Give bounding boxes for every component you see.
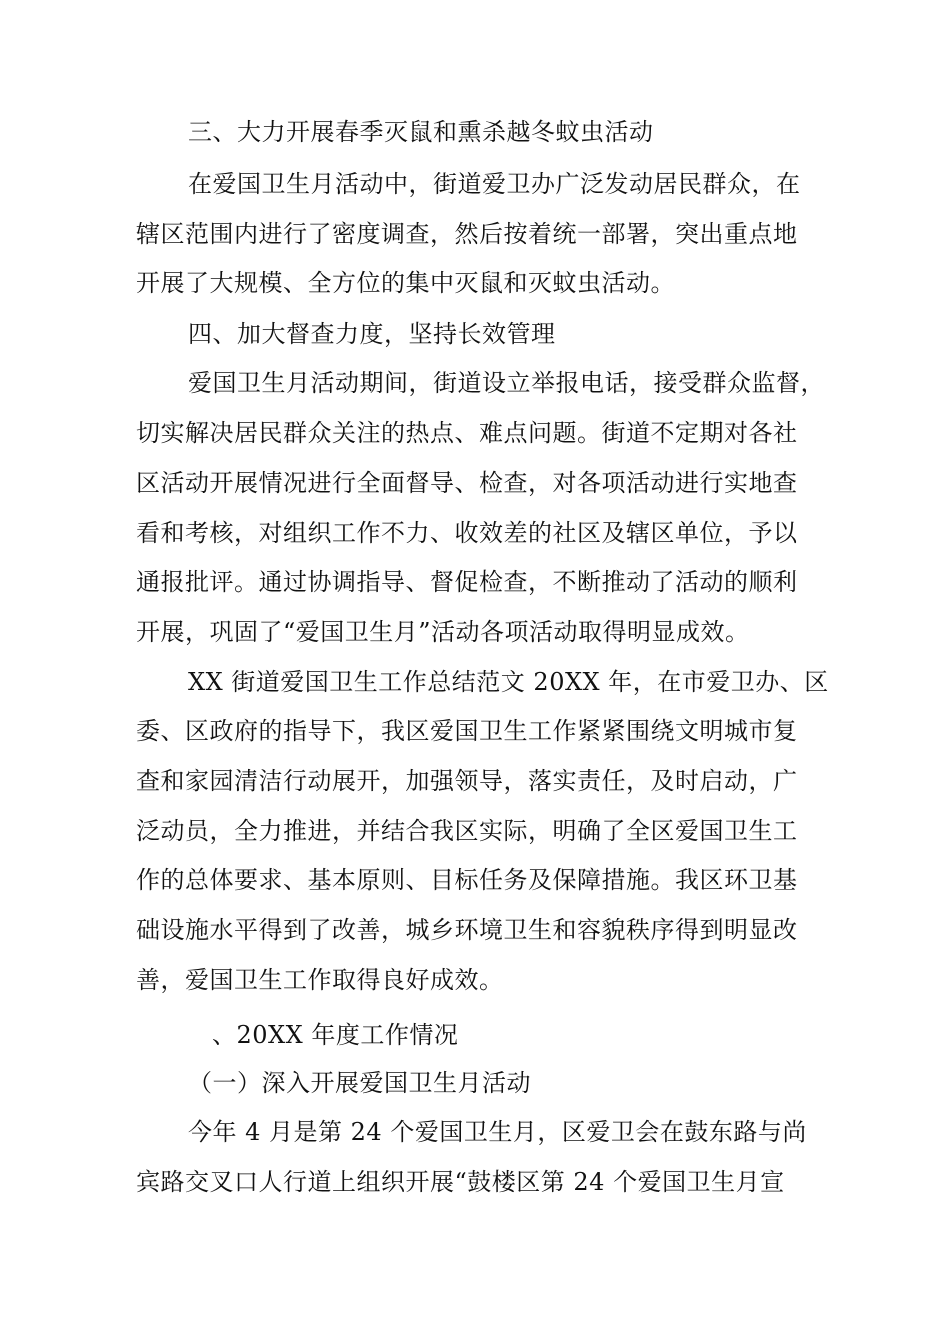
- paragraph-line: 看和考核，对组织工作不力、收效差的社区及辖区单位，予以: [136, 519, 798, 547]
- paragraph-line: 今年 4 月是第 24 个爱国卫生月，区爱卫会在鼓东路与尚: [188, 1118, 807, 1146]
- paragraph-line: 区活动开展情况进行全面督导、检查，对各项活动进行实地查: [136, 469, 798, 497]
- paragraph-line: 查和家园清洁行动展开，加强领导，落实责任，及时启动，广: [136, 767, 798, 795]
- paragraph-line: 通报批评。通过协调指导、督促检查，不断推动了活动的顺利: [136, 568, 798, 596]
- paragraph-line: 宾路交叉口人行道上组织开展“鼓楼区第 24 个爱国卫生月宣: [136, 1168, 785, 1196]
- paragraph-line: XX 街道爱国卫生工作总结范文 20XX 年，在市爱卫办、区: [188, 668, 829, 696]
- paragraph-line: 开展了大规模、全方位的集中灭鼠和灭蚊虫活动。: [136, 269, 675, 297]
- paragraph-line: 辖区范围内进行了密度调查，然后按着统一部署，突出重点地: [136, 220, 798, 248]
- section-heading: 三、大力开展春季灭鼠和熏杀越冬蚊虫活动: [188, 118, 654, 146]
- paragraph-line: 善，爱国卫生工作取得良好成效。: [136, 966, 504, 994]
- paragraph-line: 开展，巩固了“爱国卫生月”活动各项活动取得明显成效。: [136, 618, 750, 646]
- paragraph-line: 爱国卫生月活动期间，街道设立举报电话，接受群众监督，: [188, 369, 825, 397]
- paragraph-line: 在爱国卫生月活动中，街道爱卫办广泛发动居民群众，在: [188, 170, 801, 198]
- paragraph-line: 委、区政府的指导下，我区爱国卫生工作紧紧围绕文明城市复: [136, 717, 798, 745]
- paragraph-line: 切实解决居民群众关注的热点、难点问题。街道不定期对各社: [136, 419, 798, 447]
- paragraph-line: 础设施水平得到了改善，城乡环境卫生和容貌秩序得到明显改: [136, 916, 798, 944]
- subsection-heading: （一）深入开展爱国卫生月活动: [188, 1069, 531, 1097]
- paragraph-line: 作的总体要求、基本原则、目标任务及保障措施。我区环卫基: [136, 866, 798, 894]
- paragraph-line: 泛动员，全力推进，并结合我区实际，明确了全区爱国卫生工: [136, 817, 798, 845]
- section-heading: 四、加大督查力度，坚持长效管理: [188, 320, 556, 348]
- section-heading: 、20XX 年度工作情况: [212, 1021, 459, 1049]
